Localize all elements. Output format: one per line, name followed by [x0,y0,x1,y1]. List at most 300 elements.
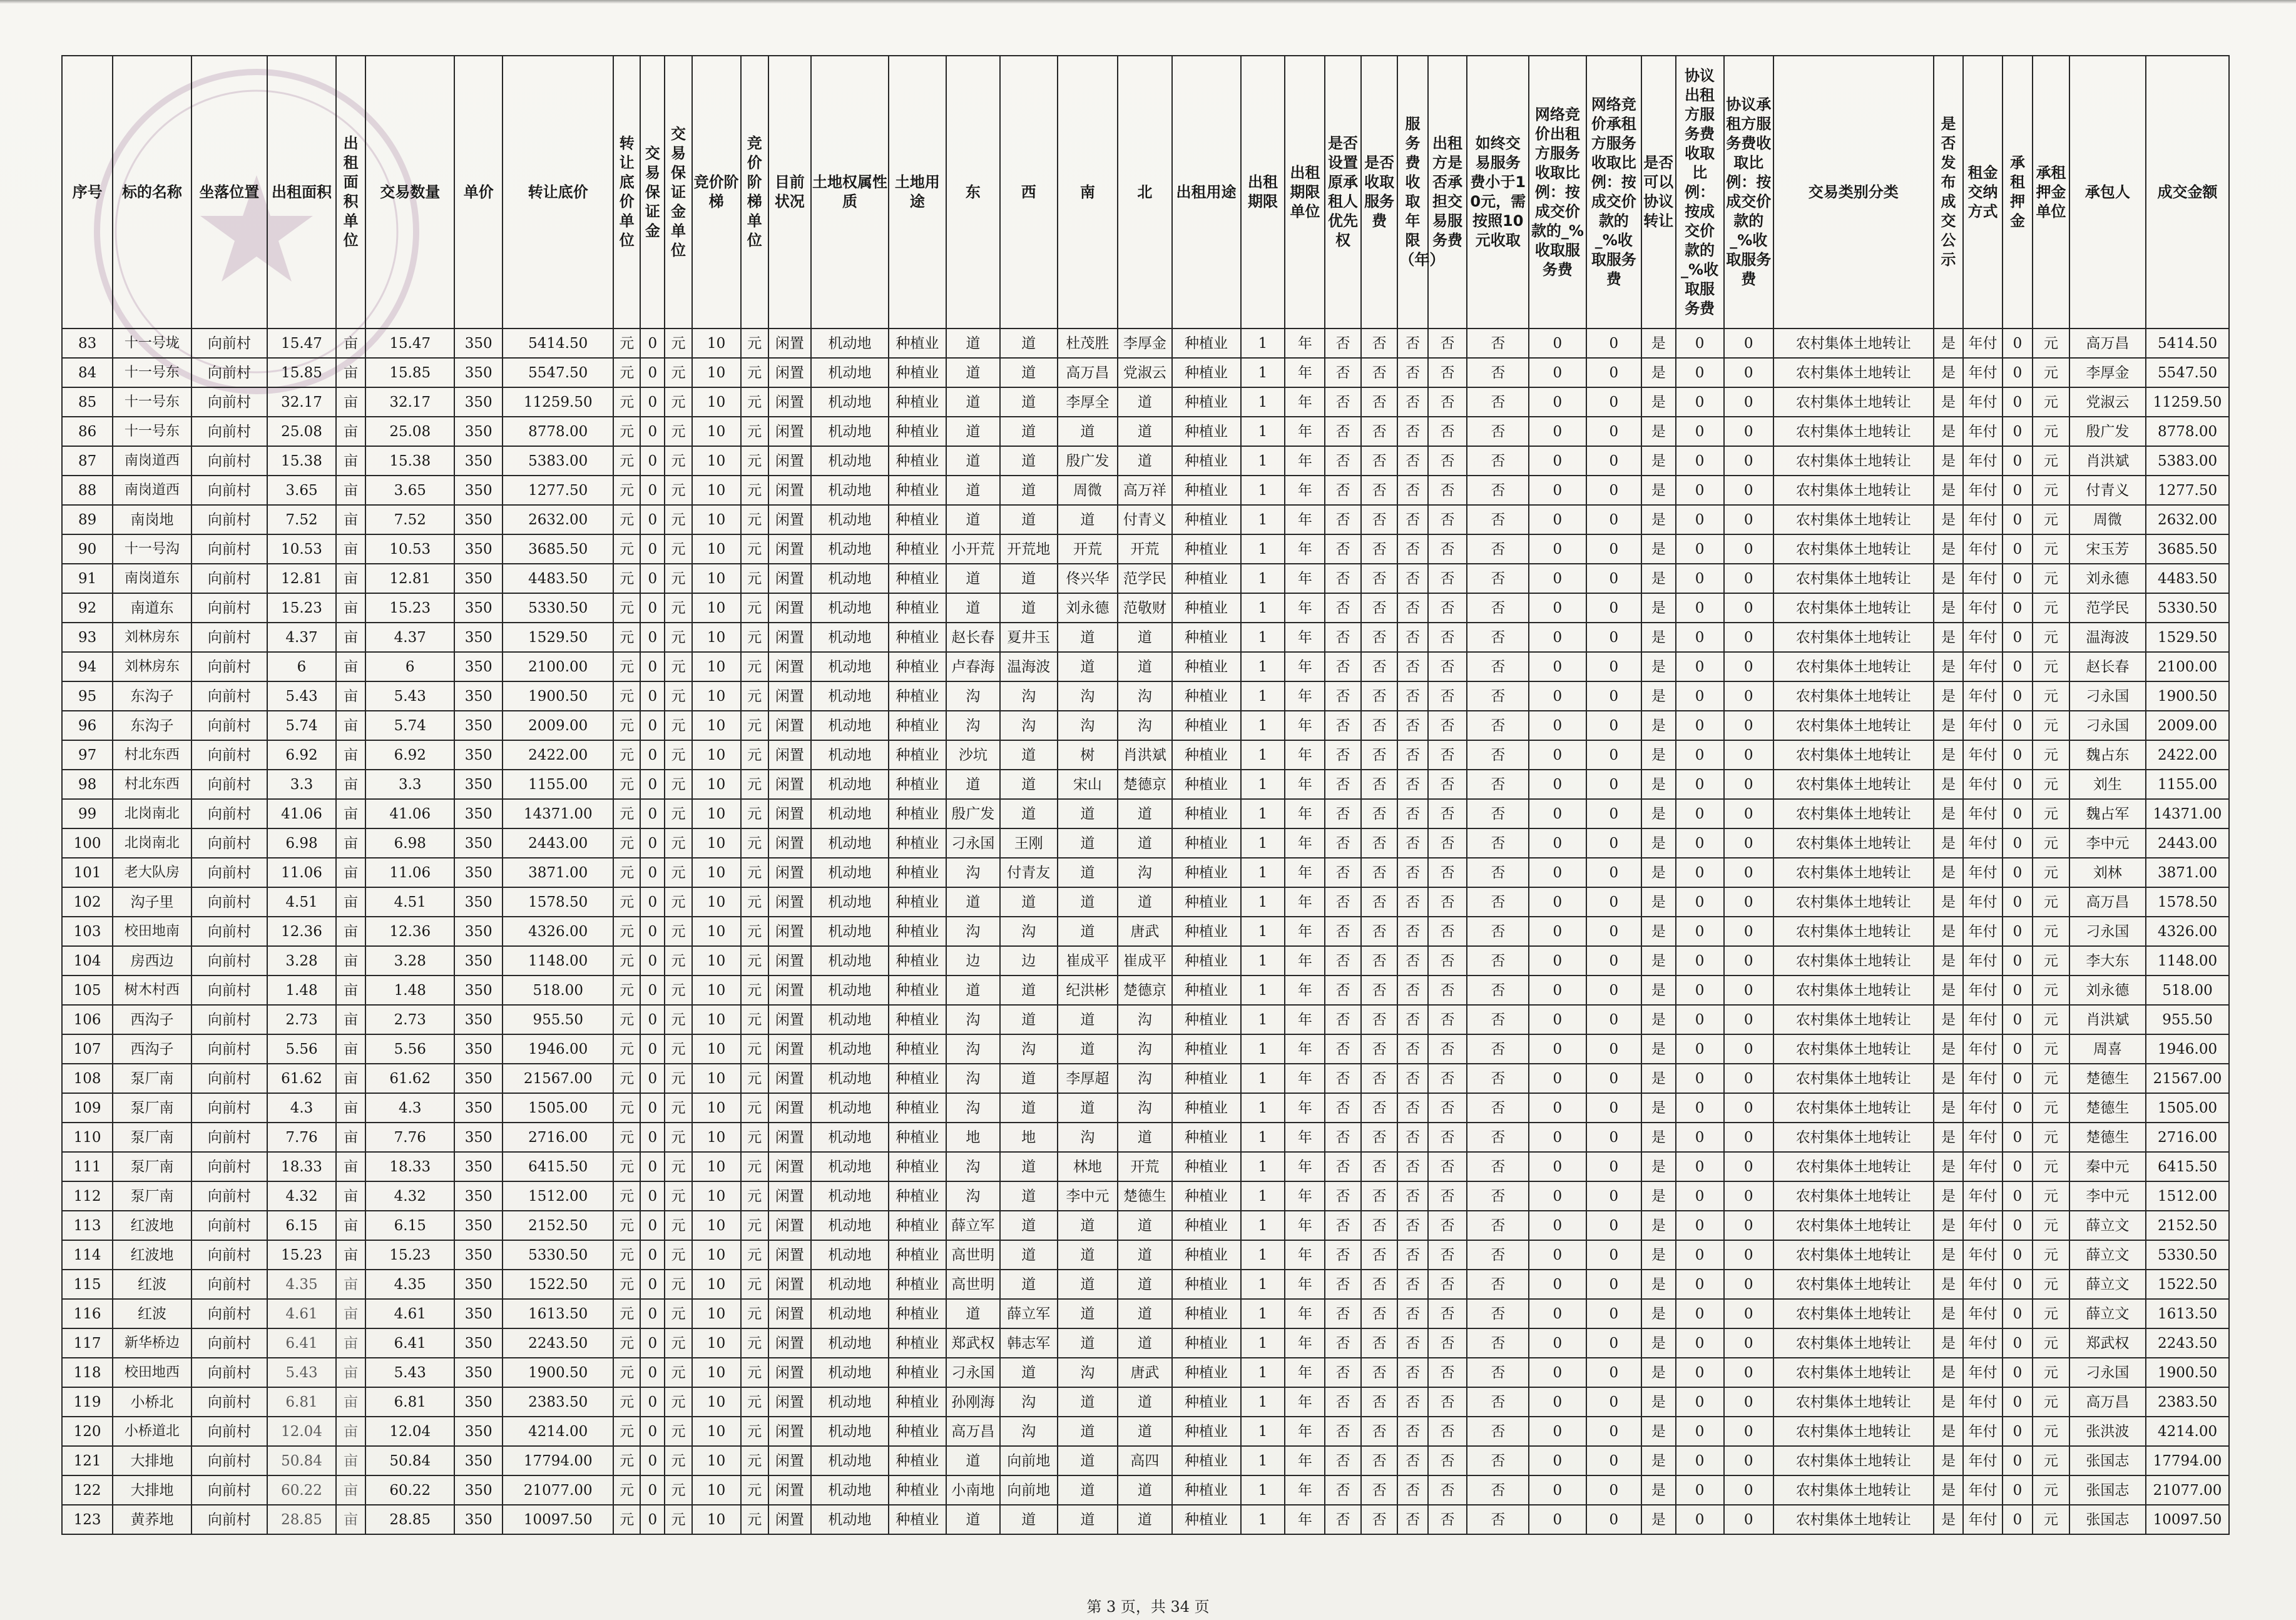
cell-deposit2-unit: 元 [2033,799,2069,828]
cell-name: 树木村西 [113,976,191,1005]
cell-contractor: 肖洪斌 [2069,446,2146,476]
cell-category: 农村集体土地转让 [1773,1211,1934,1240]
cell-unit-price: 350 [454,1387,503,1417]
cell-land-use: 种植业 [889,1505,946,1534]
cell-lessor-fee: 否 [1428,946,1467,976]
cell-deposit: 0 [640,476,665,505]
cell-east: 边 [946,946,1000,976]
cell-amount: 3871.00 [2146,858,2229,887]
cell-deposit: 0 [640,681,665,711]
cell-negotiated-lessee-pct: 0 [1724,1270,1773,1299]
cell-service-fee: 否 [1361,476,1398,505]
cell-negotiated-lessee-pct: 0 [1724,799,1773,828]
cell-seq: 91 [62,564,113,593]
cell-quantity: 6.98 [365,828,454,858]
cell-deposit: 0 [640,946,665,976]
cell-base-price: 3685.50 [503,534,613,564]
cell-online-lessor-pct: 0 [1529,1417,1586,1446]
cell-payment: 年付 [1963,446,2003,476]
cell-name: 沟子里 [113,887,191,917]
table-row [62,770,2229,799]
cell-base-price: 2152.50 [503,1211,613,1240]
cell-south: 佟兴华 [1058,564,1118,593]
cell-deposit: 0 [640,652,665,681]
table-row [62,1328,2229,1358]
cell-area: 4.51 [267,887,336,917]
cell-lease-term: 1 [1241,799,1285,828]
cell-status: 闲置 [768,623,811,652]
cell-category: 农村集体土地转让 [1773,858,1934,887]
col-header: 如终交易服务费小于10元，需按照10元收取 [1467,56,1529,329]
cell-ownership: 机动地 [811,387,889,417]
cell-west: 道 [1000,1505,1058,1534]
cell-area-unit: 亩 [336,623,365,652]
cell-area-unit: 亩 [336,534,365,564]
cell-lease-use: 种植业 [1172,1123,1241,1152]
cell-online-lessee-pct: 0 [1586,387,1641,417]
cell-category: 农村集体土地转让 [1773,534,1934,564]
cell-deposit-unit: 元 [665,887,691,917]
cell-deposit2-unit: 元 [2033,1093,2069,1123]
cell-negotiated-lessor-pct: 0 [1676,417,1724,446]
cell-north: 沟 [1118,858,1171,887]
cell-quantity: 3.3 [365,770,454,799]
cell-south: 道 [1058,1240,1118,1270]
cell-payment: 年付 [1963,917,2003,946]
cell-area-unit: 亩 [336,564,365,593]
cell-deposit2-unit: 元 [2033,976,2069,1005]
cell-lessor-fee: 否 [1428,711,1467,740]
cell-lease-use: 种植业 [1172,681,1241,711]
cell-deposit2-unit: 元 [2033,711,2069,740]
cell-negotiated-lessor-pct: 0 [1676,1475,1724,1505]
cell-quantity: 4.3 [365,1093,454,1123]
cell-lessor-fee: 否 [1428,858,1467,887]
scan-edge-shadow [0,0,2296,4]
cell-publish: 是 [1934,1181,1963,1211]
cell-status: 闲置 [768,976,811,1005]
cell-west: 地 [1000,1123,1058,1152]
cell-quantity: 6.92 [365,740,454,770]
cell-quantity: 3.65 [365,476,454,505]
cell-base-price-unit: 元 [613,976,640,1005]
cell-deposit: 0 [640,505,665,534]
cell-seq: 106 [62,1005,113,1034]
cell-area: 25.08 [267,417,336,446]
table-row [62,976,2229,1005]
cell-lease-term-unit: 年 [1285,1152,1325,1181]
cell-north: 楚德京 [1118,770,1171,799]
cell-negotiable: 是 [1641,1417,1675,1446]
table-row [62,681,2229,711]
cell-payment: 年付 [1963,1387,2003,1417]
cell-online-lessee-pct: 0 [1586,1299,1641,1328]
cell-east: 沟 [946,1093,1000,1123]
cell-area-unit: 亩 [336,1064,365,1093]
cell-contractor: 刘永德 [2069,564,2146,593]
cell-status: 闲置 [768,740,811,770]
cell-land-use: 种植业 [889,1123,946,1152]
cell-lease-term-unit: 年 [1285,1299,1325,1328]
cell-online-lessor-pct: 0 [1529,1328,1586,1358]
cell-deposit-unit: 元 [665,1270,691,1299]
cell-payment: 年付 [1963,1417,2003,1446]
col-header: 竞价阶梯 [692,56,741,329]
cell-deposit: 0 [640,976,665,1005]
cell-unit-price: 350 [454,652,503,681]
cell-east: 小南地 [946,1475,1000,1505]
col-header: 网络竞价出租方服务收取比例：按成交价款的_%收取服务费 [1529,56,1586,329]
cell-negotiated-lessor-pct: 0 [1676,917,1724,946]
cell-name: 小桥道北 [113,1417,191,1446]
cell-area-unit: 亩 [336,1358,365,1387]
cell-priority: 否 [1325,1387,1361,1417]
cell-base-price-unit: 元 [613,1299,640,1328]
cell-amount: 4326.00 [2146,917,2229,946]
cell-publish: 是 [1934,623,1963,652]
cell-north: 党淑云 [1118,358,1171,387]
cell-payment: 年付 [1963,1299,2003,1328]
cell-lease-term: 1 [1241,1358,1285,1387]
cell-deposit2: 0 [2003,1328,2033,1358]
cell-deposit2-unit: 元 [2033,446,2069,476]
cell-ownership: 机动地 [811,1064,889,1093]
cell-ownership: 机动地 [811,534,889,564]
cell-payment: 年付 [1963,828,2003,858]
cell-lease-term: 1 [1241,1064,1285,1093]
cell-fee-years: 否 [1397,652,1427,681]
cell-south: 道 [1058,1211,1118,1240]
cell-ownership: 机动地 [811,1240,889,1270]
cell-priority: 否 [1325,1093,1361,1123]
cell-lessor-fee: 否 [1428,1358,1467,1387]
table-row [62,564,2229,593]
cell-category: 农村集体土地转让 [1773,652,1934,681]
cell-unit-price: 350 [454,417,503,446]
cell-lessor-fee: 否 [1428,329,1467,358]
cell-service-fee: 否 [1361,1123,1398,1152]
cell-min-fee: 否 [1467,1093,1529,1123]
cell-min-fee: 否 [1467,1181,1529,1211]
cell-base-price: 5330.50 [503,593,613,623]
cell-deposit2-unit: 元 [2033,828,2069,858]
cell-negotiated-lessor-pct: 0 [1676,976,1724,1005]
cell-south: 道 [1058,1093,1118,1123]
cell-deposit2: 0 [2003,505,2033,534]
cell-east: 道 [946,446,1000,476]
cell-base-price-unit: 元 [613,387,640,417]
cell-unit-price: 350 [454,329,503,358]
cell-deposit: 0 [640,1358,665,1387]
cell-lessor-fee: 否 [1428,887,1467,917]
cell-lease-term: 1 [1241,1240,1285,1270]
cell-publish: 是 [1934,917,1963,946]
cell-category: 农村集体土地转让 [1773,740,1934,770]
cell-quantity: 4.35 [365,1270,454,1299]
cell-priority: 否 [1325,1181,1361,1211]
cell-west: 王刚 [1000,828,1058,858]
cell-negotiated-lessee-pct: 0 [1724,387,1773,417]
cell-lease-term: 1 [1241,1093,1285,1123]
cell-name: 南岗道西 [113,446,191,476]
cell-online-lessee-pct: 0 [1586,946,1641,976]
cell-service-fee: 否 [1361,1505,1398,1534]
cell-payment: 年付 [1963,681,2003,711]
cell-lease-term: 1 [1241,1417,1285,1446]
cell-deposit2: 0 [2003,1358,2033,1387]
cell-deposit2: 0 [2003,1005,2033,1034]
cell-ownership: 机动地 [811,917,889,946]
cell-deposit-unit: 元 [665,505,691,534]
cell-area: 5.43 [267,681,336,711]
cell-unit-price: 350 [454,505,503,534]
cell-deposit2: 0 [2003,828,2033,858]
cell-seq: 105 [62,976,113,1005]
cell-lease-use: 种植业 [1172,564,1241,593]
cell-quantity: 60.22 [365,1475,454,1505]
cell-negotiated-lessee-pct: 0 [1724,828,1773,858]
cell-lease-term-unit: 年 [1285,1446,1325,1475]
cell-lease-use: 种植业 [1172,1181,1241,1211]
cell-deposit2-unit: 元 [2033,534,2069,564]
cell-bid-step-unit: 元 [741,799,768,828]
cell-amount: 2632.00 [2146,505,2229,534]
cell-ownership: 机动地 [811,828,889,858]
cell-deposit-unit: 元 [665,799,691,828]
cell-negotiable: 是 [1641,1005,1675,1034]
cell-seq: 95 [62,681,113,711]
cell-payment: 年付 [1963,1211,2003,1240]
cell-lessor-fee: 否 [1428,770,1467,799]
cell-payment: 年付 [1963,887,2003,917]
cell-land-use: 种植业 [889,564,946,593]
cell-negotiated-lessee-pct: 0 [1724,1181,1773,1211]
cell-deposit-unit: 元 [665,329,691,358]
cell-base-price-unit: 元 [613,329,640,358]
cell-unit-price: 350 [454,358,503,387]
cell-negotiated-lessee-pct: 0 [1724,476,1773,505]
cell-seq: 118 [62,1358,113,1387]
cell-location: 向前村 [191,1358,267,1387]
cell-category: 农村集体土地转让 [1773,1152,1934,1181]
cell-east: 道 [946,887,1000,917]
cell-status: 闲置 [768,1328,811,1358]
cell-lessor-fee: 否 [1428,534,1467,564]
cell-contractor: 赵长春 [2069,652,2146,681]
cell-service-fee: 否 [1361,564,1398,593]
cell-amount: 1155.00 [2146,770,2229,799]
cell-min-fee: 否 [1467,740,1529,770]
table-row [62,1152,2229,1181]
cell-bid-step: 10 [692,1005,741,1034]
cell-negotiated-lessor-pct: 0 [1676,681,1724,711]
cell-negotiated-lessor-pct: 0 [1676,387,1724,417]
cell-status: 闲置 [768,505,811,534]
cell-priority: 否 [1325,1270,1361,1299]
cell-north: 沟 [1118,711,1171,740]
cell-deposit2: 0 [2003,534,2033,564]
cell-amount: 1900.50 [2146,681,2229,711]
cell-lease-term-unit: 年 [1285,1505,1325,1534]
cell-bid-step: 10 [692,1152,741,1181]
cell-area: 10.53 [267,534,336,564]
cell-south: 纪洪彬 [1058,976,1118,1005]
cell-negotiated-lessee-pct: 0 [1724,1093,1773,1123]
cell-bid-step-unit: 元 [741,946,768,976]
cell-west: 道 [1000,1358,1058,1387]
cell-service-fee: 否 [1361,358,1398,387]
cell-west: 道 [1000,1093,1058,1123]
cell-deposit2-unit: 元 [2033,476,2069,505]
cell-bid-step-unit: 元 [741,917,768,946]
cell-payment: 年付 [1963,417,2003,446]
cell-area: 6.92 [267,740,336,770]
cell-contractor: 高万昌 [2069,329,2146,358]
cell-min-fee: 否 [1467,770,1529,799]
cell-negotiable: 是 [1641,593,1675,623]
cell-deposit-unit: 元 [665,564,691,593]
table-row [62,593,2229,623]
cell-base-price: 4326.00 [503,917,613,946]
cell-publish: 是 [1934,417,1963,446]
cell-east: 沟 [946,917,1000,946]
cell-lease-term-unit: 年 [1285,1211,1325,1240]
cell-lessor-fee: 否 [1428,681,1467,711]
cell-amount: 5547.50 [2146,358,2229,387]
cell-base-price-unit: 元 [613,623,640,652]
cell-negotiated-lessor-pct: 0 [1676,946,1724,976]
cell-name: 刘林房东 [113,652,191,681]
cell-category: 农村集体土地转让 [1773,623,1934,652]
cell-land-use: 种植业 [889,623,946,652]
cell-category: 农村集体土地转让 [1773,329,1934,358]
cell-fee-years: 否 [1397,358,1427,387]
table-row [62,1446,2229,1475]
cell-ownership: 机动地 [811,1152,889,1181]
cell-category: 农村集体土地转让 [1773,1328,1934,1358]
cell-west: 道 [1000,564,1058,593]
cell-unit-price: 350 [454,1005,503,1034]
cell-category: 农村集体土地转让 [1773,358,1934,387]
cell-area: 11.06 [267,858,336,887]
table-row [62,652,2229,681]
cell-category: 农村集体土地转让 [1773,1299,1934,1328]
cell-area-unit: 亩 [336,358,365,387]
cell-publish: 是 [1934,593,1963,623]
cell-negotiated-lessee-pct: 0 [1724,358,1773,387]
cell-min-fee: 否 [1467,652,1529,681]
cell-unit-price: 350 [454,564,503,593]
cell-negotiated-lessee-pct: 0 [1724,1358,1773,1387]
cell-south: 道 [1058,505,1118,534]
cell-deposit-unit: 元 [665,1064,691,1093]
cell-location: 向前村 [191,1417,267,1446]
cell-online-lessor-pct: 0 [1529,387,1586,417]
cell-status: 闲置 [768,770,811,799]
cell-contractor: 周喜 [2069,1034,2146,1064]
cell-lessor-fee: 否 [1428,1064,1467,1093]
cell-min-fee: 否 [1467,623,1529,652]
cell-fee-years: 否 [1397,1446,1427,1475]
cell-quantity: 1.48 [365,976,454,1005]
cell-land-use: 种植业 [889,976,946,1005]
cell-name: 南岗道西 [113,476,191,505]
cell-ownership: 机动地 [811,623,889,652]
cell-service-fee: 否 [1361,534,1398,564]
cell-online-lessee-pct: 0 [1586,1123,1641,1152]
cell-fee-years: 否 [1397,476,1427,505]
cell-deposit2: 0 [2003,858,2033,887]
cell-south: 道 [1058,858,1118,887]
cell-deposit-unit: 元 [665,1034,691,1064]
cell-online-lessor-pct: 0 [1529,623,1586,652]
cell-east: 道 [946,976,1000,1005]
cell-location: 向前村 [191,1064,267,1093]
cell-payment: 年付 [1963,976,2003,1005]
cell-seq: 104 [62,946,113,976]
cell-contractor: 楚德生 [2069,1123,2146,1152]
cell-min-fee: 否 [1467,1211,1529,1240]
cell-deposit: 0 [640,1211,665,1240]
col-header: 是否设置原承租人优先权 [1325,56,1361,329]
cell-online-lessor-pct: 0 [1529,799,1586,828]
cell-online-lessee-pct: 0 [1586,1475,1641,1505]
cell-min-fee: 否 [1467,329,1529,358]
cell-area-unit: 亩 [336,1417,365,1446]
table-row [62,1123,2229,1152]
cell-deposit-unit: 元 [665,476,691,505]
cell-area: 6.15 [267,1211,336,1240]
cell-area: 28.85 [267,1505,336,1534]
cell-negotiated-lessee-pct: 0 [1724,1123,1773,1152]
cell-base-price: 1578.50 [503,887,613,917]
cell-base-price-unit: 元 [613,1358,640,1387]
cell-deposit-unit: 元 [665,1211,691,1240]
cell-negotiated-lessor-pct: 0 [1676,1417,1724,1446]
cell-east: 沟 [946,1152,1000,1181]
cell-east: 道 [946,1299,1000,1328]
cell-lessor-fee: 否 [1428,1299,1467,1328]
cell-contractor: 楚德生 [2069,1064,2146,1093]
cell-negotiated-lessee-pct: 0 [1724,534,1773,564]
cell-negotiated-lessor-pct: 0 [1676,446,1724,476]
cell-south: 沟 [1058,1358,1118,1387]
cell-status: 闲置 [768,1358,811,1387]
cell-online-lessor-pct: 0 [1529,770,1586,799]
cell-publish: 是 [1934,387,1963,417]
cell-lease-term: 1 [1241,623,1285,652]
cell-land-use: 种植业 [889,799,946,828]
cell-amount: 1613.50 [2146,1299,2229,1328]
cell-amount: 11259.50 [2146,387,2229,417]
cell-contractor: 楚德生 [2069,1093,2146,1123]
cell-contractor: 党淑云 [2069,387,2146,417]
cell-online-lessee-pct: 0 [1586,1387,1641,1417]
cell-land-use: 种植业 [889,1417,946,1446]
cell-land-use: 种植业 [889,1005,946,1034]
cell-base-price-unit: 元 [613,593,640,623]
cell-negotiated-lessee-pct: 0 [1724,1152,1773,1181]
cell-ownership: 机动地 [811,417,889,446]
cell-deposit2-unit: 元 [2033,681,2069,711]
cell-quantity: 5.74 [365,711,454,740]
cell-deposit2: 0 [2003,1446,2033,1475]
cell-base-price: 1522.50 [503,1270,613,1299]
cell-east: 沟 [946,1064,1000,1093]
cell-lessor-fee: 否 [1428,1005,1467,1034]
cell-base-price-unit: 元 [613,681,640,711]
cell-lease-use: 种植业 [1172,976,1241,1005]
